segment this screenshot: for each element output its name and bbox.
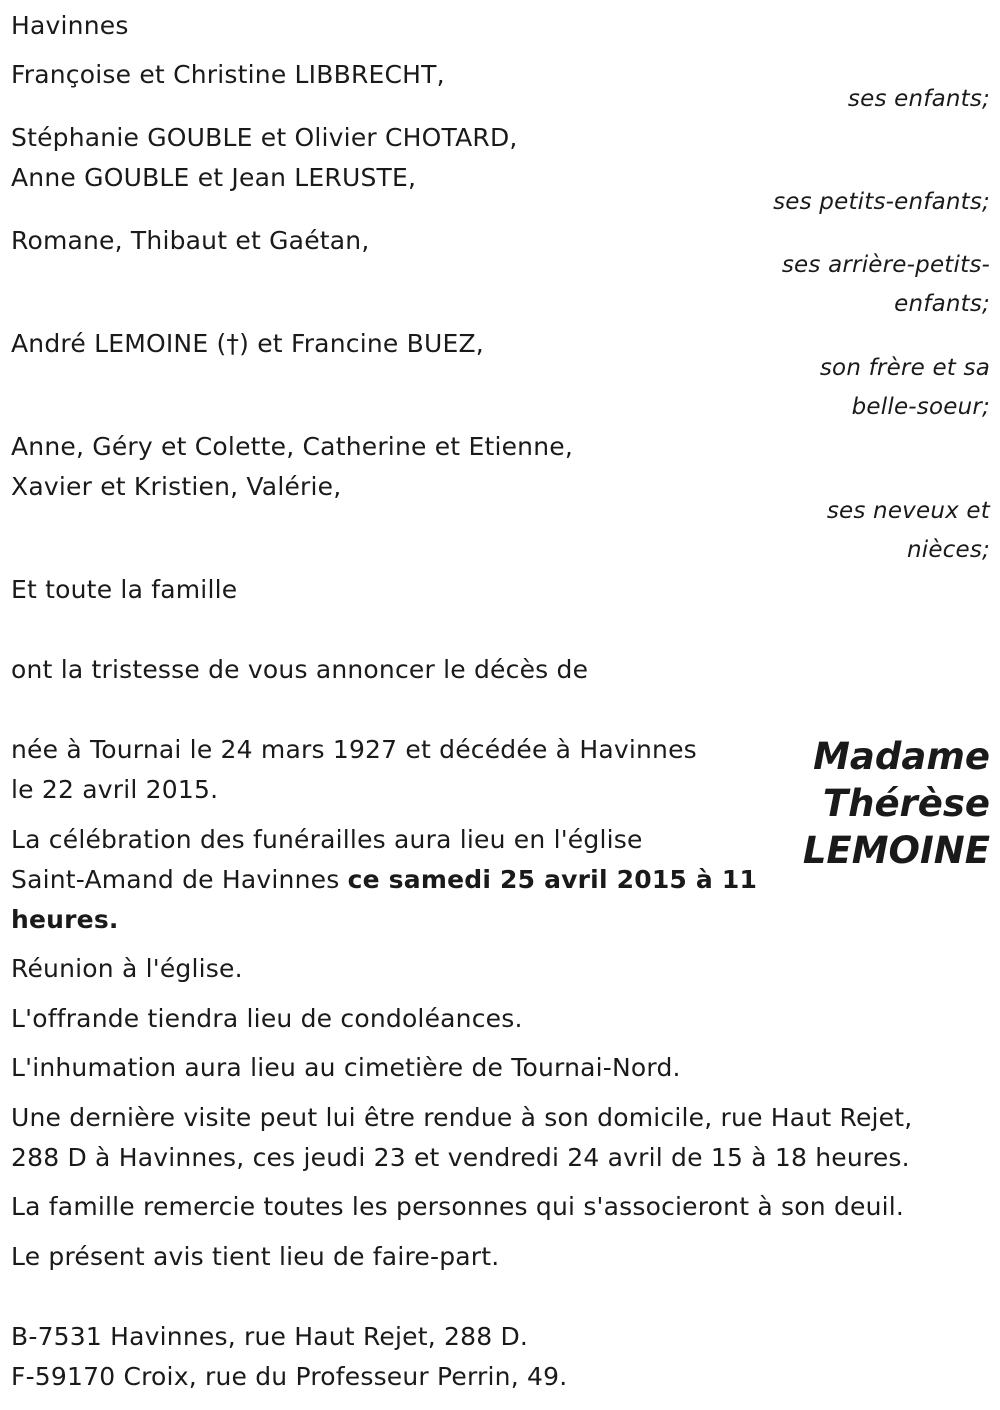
family-nephews-names-1: Anne, Géry et Colette, Catherine et Etienne, xyxy=(11,432,573,461)
birth-line-2: le 22 avril 2015. xyxy=(11,775,219,804)
relation-nephews-1: ses neveux et xyxy=(826,498,990,524)
all-family: Et toute la famille xyxy=(11,575,238,604)
offering-info: L'offrande tiendra lieu de condoléances. xyxy=(11,1004,523,1033)
family-brother-names: André LEMOINE (†) et Francine BUEZ, xyxy=(11,329,484,358)
birth-line-1: née à Tournai le 24 mars 1927 et décédée à Havinnes xyxy=(11,735,697,764)
relation-grandchildren: ses petits-enfants; xyxy=(773,189,990,215)
relation-brother-2: belle-soeur; xyxy=(851,394,990,420)
funeral-date: ce samedi 25 avril 2015 à 11 xyxy=(347,865,758,894)
relation-children: ses enfants; xyxy=(847,86,990,112)
funeral-line-1: La célébration des funérailles aura lieu en l'église xyxy=(11,825,643,854)
place-header: Havinnes xyxy=(11,11,129,40)
announcement: ont la tristesse de vous annoncer le décès de xyxy=(11,655,589,684)
deceased-name xyxy=(803,733,990,874)
address-1: B-7531 Havinnes, rue Haut Rejet, 288 D. xyxy=(11,1322,529,1351)
relation-nephews-2: nièces; xyxy=(906,537,990,563)
address-2: F-59170 Croix, rue du Professeur Perrin, 49. xyxy=(11,1362,568,1391)
thanks-info: La famille remercie toutes les personnes qui s'associeront à son deuil. xyxy=(11,1192,905,1221)
family-great-grandchildren-names: Romane, Thibaut et Gaétan, xyxy=(11,226,370,255)
deceased-title: Madame xyxy=(813,735,990,778)
relation-great-grandchildren-1: ses arrière-petits- xyxy=(781,252,990,278)
burial-info: L'inhumation aura lieu au cimetière de Tournai-Nord. xyxy=(11,1053,681,1082)
relation-brother-1: son frère et sa xyxy=(819,355,990,381)
visit-line-2: 288 D à Havinnes, ces jeudi 23 et vendredi 24 avril de 15 à 18 heures. xyxy=(11,1143,910,1172)
deceased-first-name: Thérèse xyxy=(822,782,990,825)
relation-great-grandchildren-2: enfants; xyxy=(894,291,990,317)
family-grandchildren-names-1: Stéphanie GOUBLE et Olivier CHOTARD, xyxy=(11,123,518,152)
deceased-last-name: LEMOINE xyxy=(802,829,990,872)
funeral-location: Saint-Amand de Havinnes xyxy=(11,865,348,894)
funeral-line-3: heures. xyxy=(11,905,119,934)
meeting-info: Réunion à l'église. xyxy=(11,954,243,983)
funeral-line-2 xyxy=(11,865,757,895)
family-grandchildren-names-2: Anne GOUBLE et Jean LERUSTE, xyxy=(11,163,417,192)
notice-info: Le présent avis tient lieu de faire-part. xyxy=(11,1242,500,1271)
visit-line-1: Une dernière visite peut lui être rendue à son domicile, rue Haut Rejet, xyxy=(11,1103,913,1132)
family-children-names: Françoise et Christine LIBBRECHT, xyxy=(11,60,445,89)
family-nephews-names-2: Xavier et Kristien, Valérie, xyxy=(11,472,342,501)
